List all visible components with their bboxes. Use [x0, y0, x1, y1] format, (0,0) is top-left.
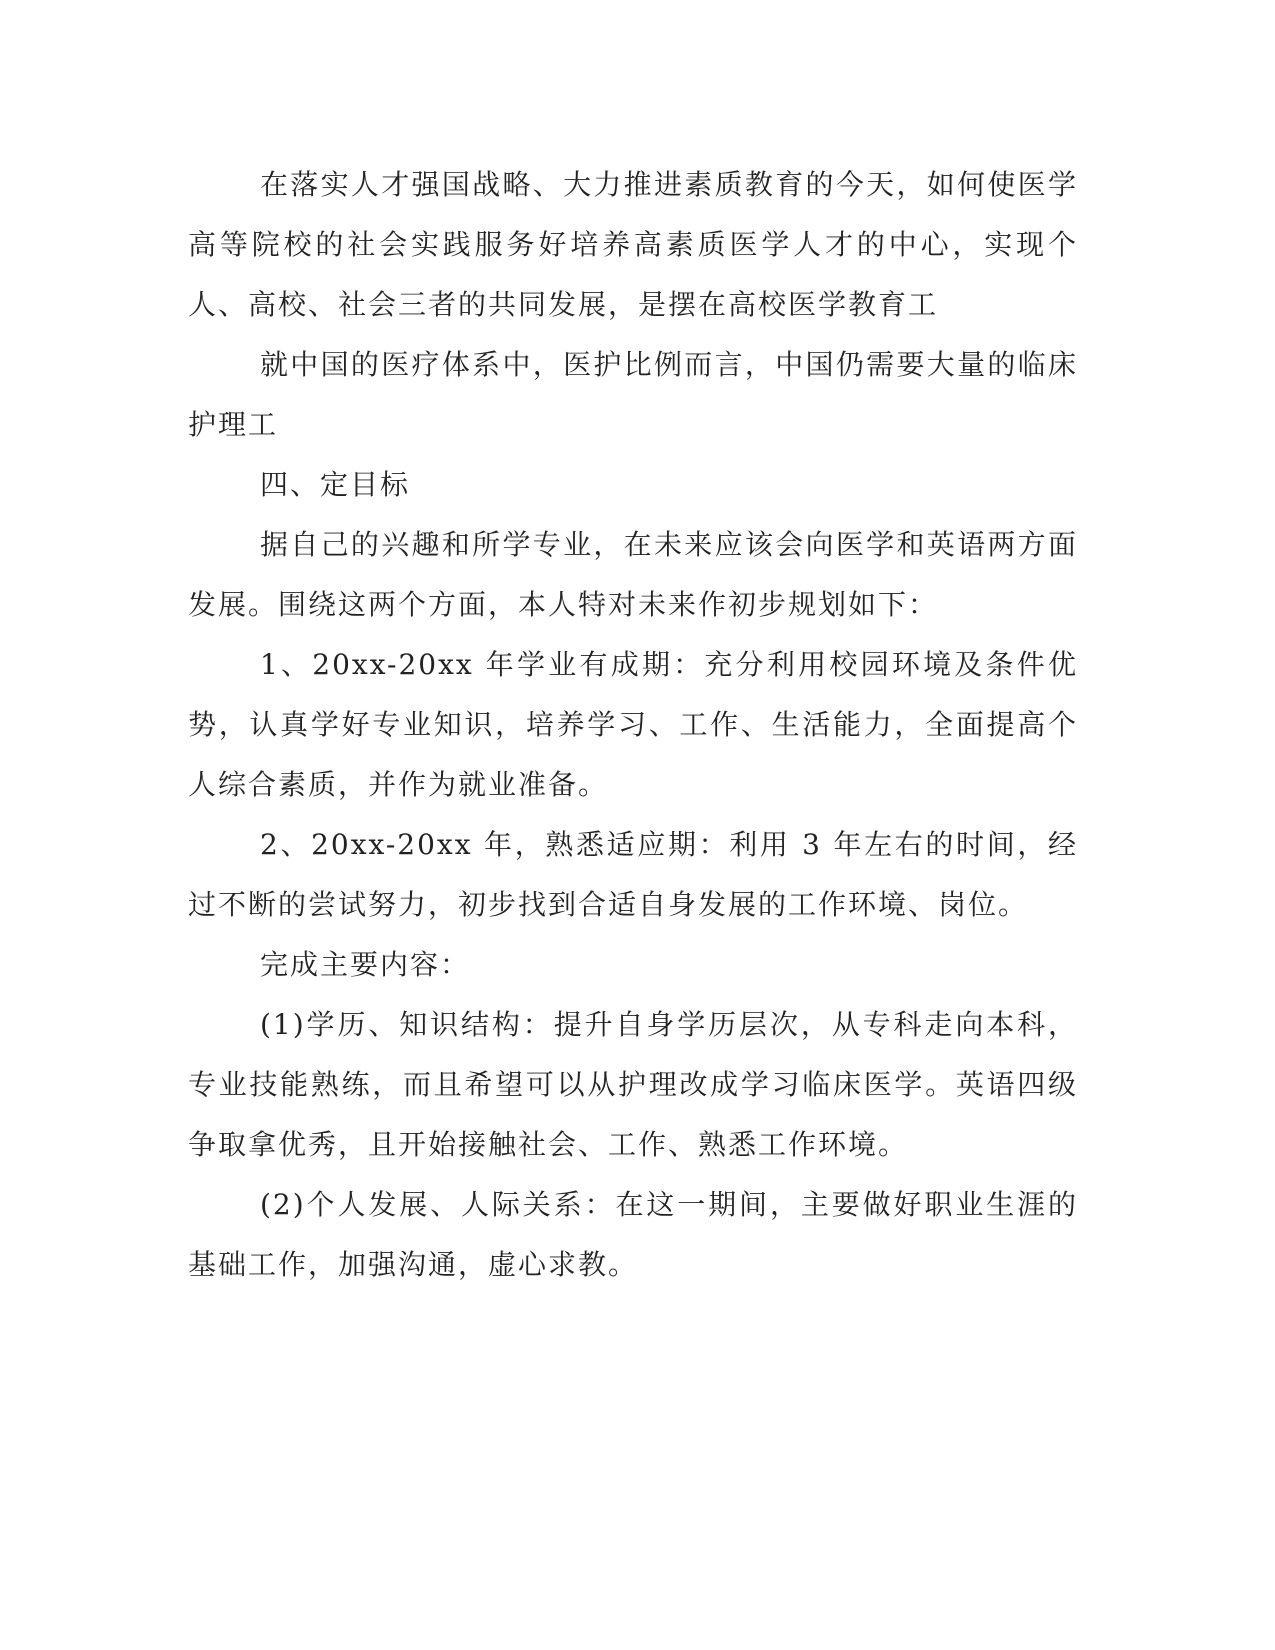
plan-item-1: 1、20xx-20xx 年学业有成期：充分利用校园环境及条件优势，认真学好专业知识，培养学习、工作、生活能力，全面提高个人综合素质，并作为就业准备。 [188, 648, 1078, 801]
paragraph-intro: 在落实人才强国战略、大力推进素质教育的今天，如何使医学高等院校的社会实践服务好培养高素质医学人才的中心，实现个人、高校、社会三者的共同发展，是摆在高校医学教育工 [188, 168, 1078, 321]
content-item-personal-development: (2)个人发展、人际关系：在这一期间，主要做好职业生涯的基础工作，加强沟通，虚心求教。 [188, 1188, 1078, 1281]
subheading-main-content: 完成主要内容： [260, 948, 471, 981]
paragraph-nursing-ratio: 就中国的医疗体系中，医护比例而言，中国仍需要大量的临床护理工 [188, 348, 1078, 441]
paragraph-interest: 据自己的兴趣和所学专业，在未来应该会向医学和英语两方面发展。围绕这两个方面，本人特对未来作初步规划如下： [188, 528, 1078, 621]
section-heading-goals: 四、定目标 [260, 468, 411, 501]
plan-item-2: 2、20xx-20xx 年，熟悉适应期：利用 3 年左右的时间，经过不断的尝试努力，初步找到合适自身发展的工作环境、岗位。 [188, 828, 1078, 921]
document-body [188, 155, 1078, 1295]
content-item-education: (1)学历、知识结构：提升自身学历层次，从专科走向本科，专业技能熟练，而且希望可以从护理改成学习临床医学。英语四级争取拿优秀，且开始接触社会、工作、熟悉工作环境。 [188, 1008, 1078, 1161]
